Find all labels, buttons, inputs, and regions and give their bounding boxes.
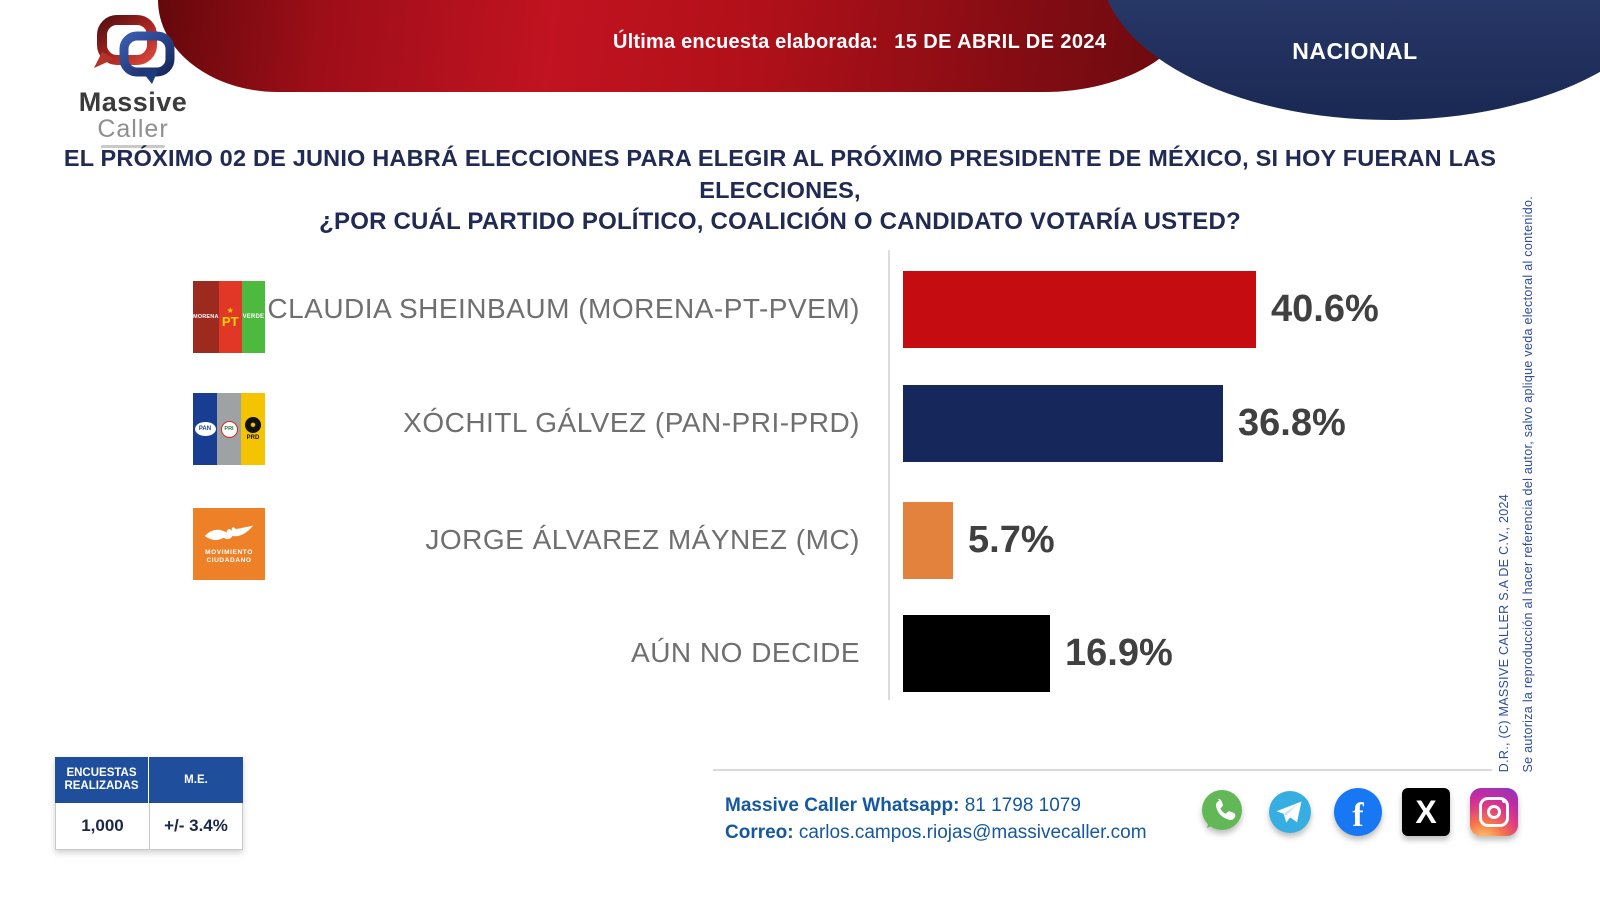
morena-label: MORENA (193, 314, 219, 320)
email-label: Correo: (725, 822, 794, 843)
pvem-label: VERDE (242, 314, 265, 320)
stats-value-encuestas: 1,000 (55, 803, 149, 850)
instagram-icon[interactable] (1470, 788, 1518, 836)
candidate-label-sheinbaum: CLAUDIA SHEINBAUM (MORENA-PT-PVEM) (267, 293, 860, 324)
stats-table (55, 757, 243, 850)
pri-stripe (217, 393, 241, 465)
bar-maynez (903, 502, 953, 579)
copyright-vertical-text: D.R., (C) MASSIVE CALLER S.A DE C.V., 2024 (1497, 493, 1511, 772)
x-twitter-icon[interactable] (1402, 788, 1450, 836)
prd-sun-icon: ✺ (245, 417, 261, 433)
whatsapp-label: Massive Caller Whatsapp: (725, 795, 960, 816)
pt-star-icon: ★ (226, 305, 234, 315)
stats-header-me: M.E. (149, 757, 243, 803)
stats-header-encuestas: ENCUESTAS REALIZADAS (55, 757, 149, 803)
region-badge: NACIONAL (1292, 38, 1418, 64)
social-icons (1198, 788, 1518, 836)
whatsapp-icon[interactable] (1198, 788, 1246, 836)
telegram-icon[interactable] (1266, 788, 1314, 836)
header-red-ribbon (158, 0, 1194, 92)
stats-value-me: +/- 3.4% (149, 803, 243, 850)
pt-stripe (219, 281, 242, 353)
pri-emblem: PRI (221, 421, 238, 438)
contact-whatsapp-line (725, 792, 1147, 819)
bar-undecided (903, 615, 1050, 692)
chart-axis-line (888, 250, 890, 700)
instagram-lens (1487, 805, 1501, 819)
mc-label-line2: CIUDADANO (206, 557, 252, 564)
value-label-galvez: 36.8% (1238, 402, 1346, 444)
contact-email-line (725, 819, 1147, 846)
value-label-undecided: 16.9% (1065, 632, 1173, 674)
legal-notice-vertical-text: Se autoriza la reproducción al hacer referencia del autor, salvo aplique veda electoral al contenido. (1521, 195, 1535, 772)
facebook-icon[interactable] (1334, 788, 1382, 836)
poll-question (50, 142, 1510, 238)
brand-name: Massive (78, 87, 188, 117)
pan-stripe (193, 393, 217, 465)
prd-label: PRD (246, 435, 260, 441)
survey-date-line (613, 31, 1106, 54)
instagram-dot (1502, 799, 1506, 803)
survey-date-label: Última encuesta elaborada: (613, 31, 879, 53)
survey-date-value: 15 DE ABRIL DE 2024 (894, 31, 1107, 53)
morena-stripe (193, 281, 219, 353)
value-label-sheinbaum: 40.6% (1271, 288, 1379, 330)
candidate-label-maynez: JORGE ÁLVAREZ MÁYNEZ (MC) (425, 524, 860, 555)
speech-bubbles-icon (78, 14, 188, 88)
mc-label-line1: MOVIMIENTO (205, 549, 253, 556)
question-line-1: EL PRÓXIMO 02 DE JUNIO HABRÁ ELECCIONES PARA ELEGIR AL PRÓXIMO PRESIDENTE DE MÉXICO, SI HOY FUERAN LAS ELECCIONES, (63, 145, 1497, 203)
candidate-label-galvez: XÓCHITL GÁLVEZ (PAN-PRI-PRD) (403, 407, 860, 438)
email-address[interactable]: carlos.campos.riojas@massivecaller.com (798, 822, 1147, 843)
massive-caller-logo (48, 14, 218, 148)
pan-emblem: PAN (195, 422, 216, 436)
facebook-glyph: f (1352, 797, 1364, 834)
question-line-2: ¿POR CUÁL PARTIDO POLÍTICO, COALICIÓN O CANDIDATO VOTARÍA USTED? (319, 208, 1241, 235)
whatsapp-number: 81 1798 1079 (964, 795, 1081, 816)
candidate-label-undecided: AÚN NO DECIDE (631, 637, 860, 668)
footer-divider (713, 769, 1492, 771)
x-glyph: X (1415, 793, 1437, 830)
value-label-maynez: 5.7% (968, 519, 1055, 561)
brand-subname: Caller (97, 115, 169, 143)
contact-block (725, 792, 1147, 846)
bar-sheinbaum (903, 271, 1256, 348)
pt-label: PT (221, 313, 239, 329)
bar-galvez (903, 385, 1223, 462)
